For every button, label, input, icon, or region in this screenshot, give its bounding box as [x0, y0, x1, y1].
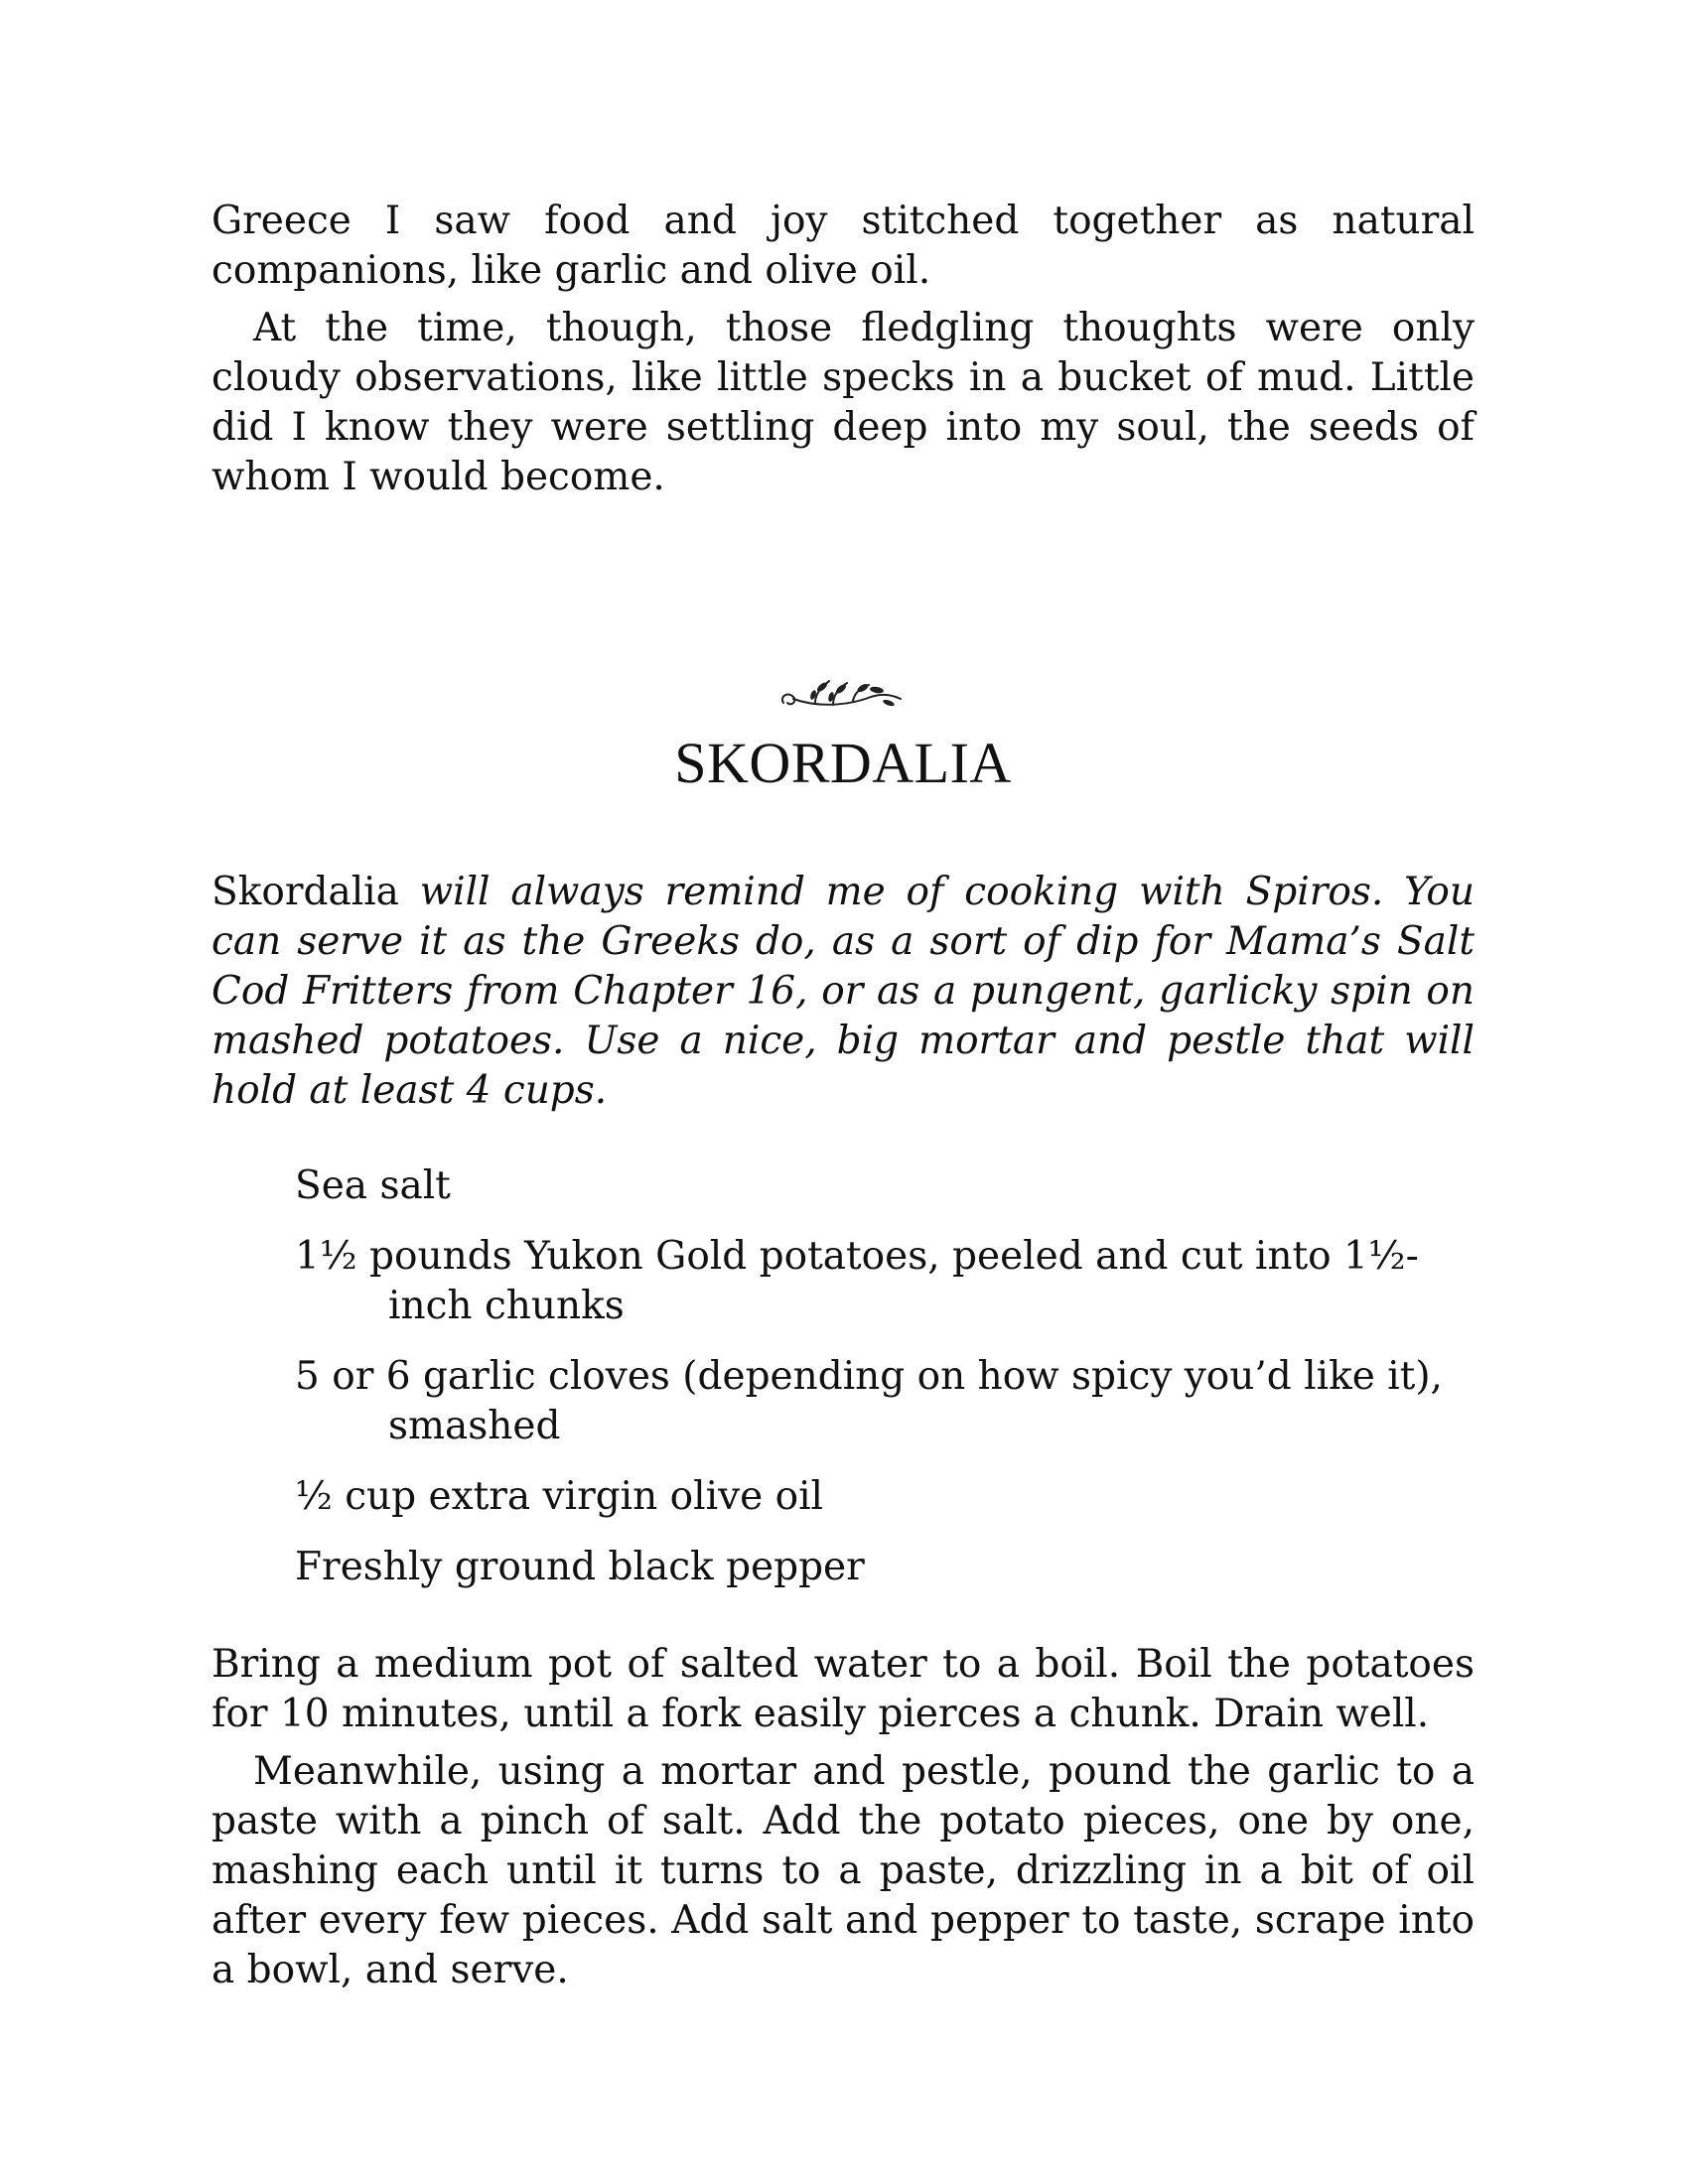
ingredient-item: ½ cup extra virgin olive oil — [295, 1474, 824, 1519]
body-paragraph: At the time, though, those fledgling thoughts were only cloudy observations, like little specks in a bucket of mud. Little did I know they were settling deep into my soul, the seeds of whom I would become. — [211, 306, 1475, 499]
recipe-step: Bring a medium pot of salted water to a boil. Boil the potatoes for 10 minutes, until a fork easily pierces a chunk. Drain well. — [211, 1642, 1475, 1736]
ingredient-item: 5 or 6 garlic cloves (depending on how spicy you’d like it), smashed — [295, 1354, 1443, 1448]
recipe-intro-text: will always remind me of cooking with Spiros. You can serve it as the Greeks do, as a sort of dip for Mama’s Salt Cod Fritters from Chapter 16, or as a pungent, garlicky spin on mashed potatoes. Use a nice, big mortar and pestle that will hold at least 4 cups. — [211, 870, 1475, 1113]
ingredient-item: 1½ pounds Yukon Gold potatoes, peeled and cut into 1½-inch chunks — [295, 1234, 1419, 1328]
floral-vine-icon — [775, 673, 911, 719]
recipe-step: Meanwhile, using a mortar and pestle, pound the garlic to a paste with a pinch of salt. Add the potato pieces, one by one, mashing each until it turns to a paste, drizzling in a bit of oil after every few pieces. Add salt and pepper to taste, scrape into a bowl, and serve. — [211, 1749, 1475, 1992]
page-body — [211, 197, 1475, 1995]
recipe-intro — [211, 868, 1475, 1116]
ingredient-item: Freshly ground black pepper — [295, 1545, 865, 1589]
section-ornament — [211, 673, 1475, 729]
ingredient-item: Sea salt — [295, 1163, 451, 1208]
body-paragraph: Greece I saw food and joy stitched together as natural companions, like garlic and olive oil. — [211, 199, 1475, 293]
ingredient-list — [211, 1161, 1475, 1592]
recipe-intro-lead: Skordalia — [211, 870, 399, 914]
recipe-title: SKORDALIA — [674, 731, 1012, 795]
